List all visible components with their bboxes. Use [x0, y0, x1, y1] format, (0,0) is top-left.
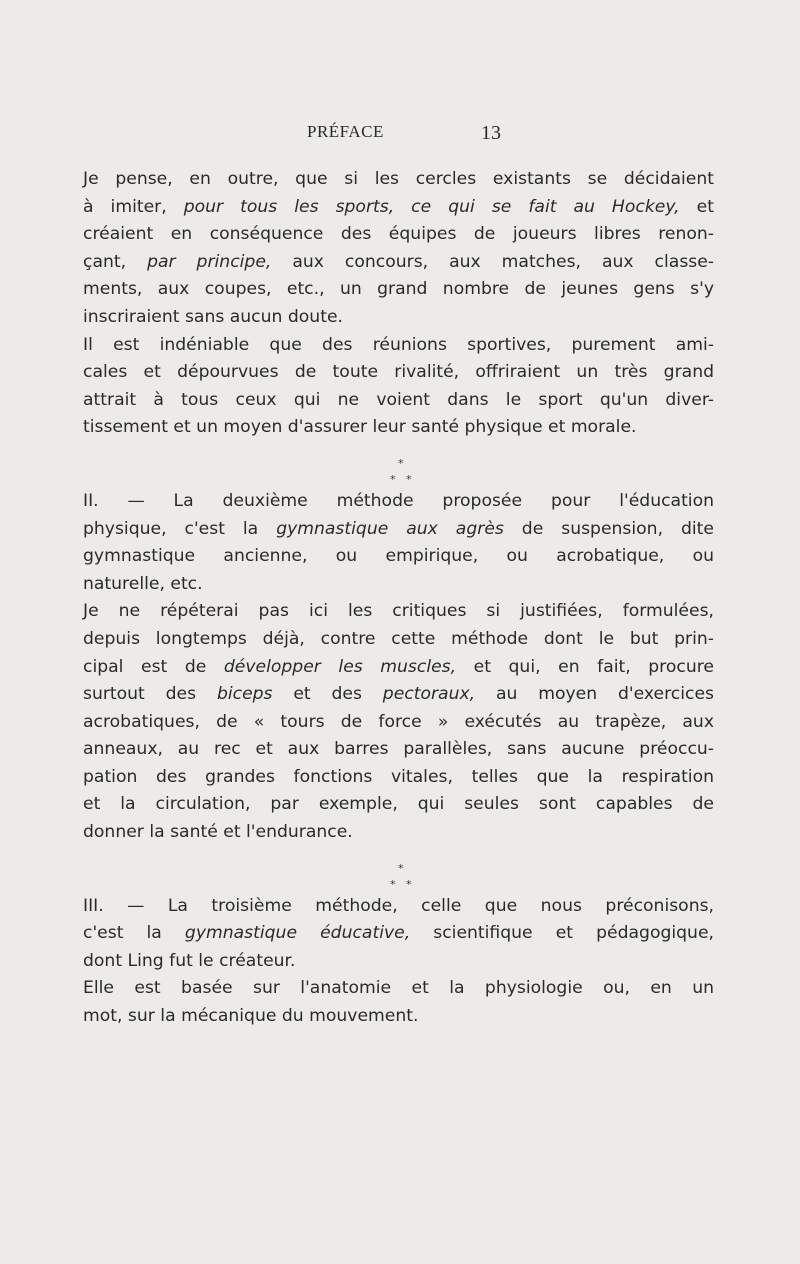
paragraph [83, 332, 714, 442]
text-line: c'est la gymnastique éducative, scientifique et pédagogique, [83, 923, 714, 944]
paragraph [83, 166, 714, 332]
text-line: cipal est de développer les muscles, et qui, en fait, procure [83, 656, 714, 677]
text-line: II. — La deuxième méthode proposée pour l'éducation [83, 490, 714, 511]
italic-phrase: gymnastique aux agrès [276, 518, 504, 539]
text-line: Il est indéniable que des réunions sportives, purement ami- [83, 334, 714, 355]
asterism-star: * [390, 877, 396, 891]
page-number: 13 [481, 122, 501, 144]
body-text [83, 166, 714, 1031]
asterism-star: * [398, 456, 404, 470]
text-line: tissement et un moyen d'assurer leur santé physique et morale. [83, 417, 637, 438]
paragraph [83, 598, 714, 846]
text-line: ments, aux coupes, etc., un grand nombre de jeunes gens s'y [83, 279, 714, 300]
asterism-star: * [406, 472, 412, 486]
text-line: Elle est basée sur l'anatomie et la physiologie ou, en un [83, 978, 714, 999]
paragraph [83, 488, 714, 598]
text-line: III. — La troisième méthode, celle que nous préconisons, [83, 895, 714, 916]
text-line: à imiter, pour tous les sports, ce qui se fait au Hockey, et [83, 196, 714, 217]
paragraph [83, 893, 714, 976]
asterism-star: * [390, 472, 396, 486]
text-line: donner la santé et l'endurance. [83, 822, 353, 843]
text-line: inscriraient sans aucun doute. [83, 306, 343, 327]
asterism-star: * [406, 877, 412, 891]
text-line: dont Ling fut le créateur. [83, 950, 296, 971]
text-line: anneaux, au rec et aux barres parallèles, sans aucune préoccu- [83, 739, 714, 760]
text-line: pation des grandes fonctions vitales, telles que la respiration [83, 766, 714, 787]
text-line: surtout des biceps et des pectoraux, au moyen d'exercices [83, 684, 714, 705]
text-line: attrait à tous ceux qui ne voient dans le sport qu'un diver- [83, 389, 714, 410]
section-separator [83, 442, 714, 488]
text-line: physique, c'est la gymnastique aux agrès de suspension, dite [83, 518, 714, 539]
italic-phrase: gymnastique éducative, [184, 923, 411, 944]
italic-phrase: pectoraux, [382, 684, 476, 705]
text-line: naturelle, etc. [83, 573, 203, 594]
text-line: mot, sur la mécanique du mouvement. [83, 1006, 419, 1027]
italic-phrase: développer les muscles, [223, 656, 457, 677]
running-title: PRÉFACE [307, 122, 384, 141]
text-line: et la circulation, par exemple, qui seules sont capables de [83, 794, 714, 815]
text-line: acrobatiques, de « tours de force » exécutés au trapèze, aux [83, 711, 714, 732]
page-header [0, 122, 800, 146]
text-line: créaient en conséquence des équipes de joueurs libres renon- [83, 224, 714, 245]
italic-phrase: biceps [216, 684, 273, 705]
asterism-star: * [398, 861, 404, 875]
text-line: çant, par principe, aux concours, aux matches, aux classe- [83, 251, 714, 272]
text-line: gymnastique ancienne, ou empirique, ou acrobatique, ou [83, 546, 714, 567]
italic-phrase: pour tous les sports, ce qui se fait au Hockey, [183, 196, 680, 217]
text-line: Je pense, en outre, que si les cercles existants se décidaient [83, 169, 714, 189]
text-line: cales et dépourvues de toute rivalité, offriraient un très grand [83, 362, 714, 383]
italic-phrase: par principe, [147, 251, 272, 272]
text-line: depuis longtemps déjà, contre cette méthode dont le but prin- [83, 628, 714, 649]
text-line: Je ne répéterai pas ici les critiques si justifiées, formulées, [83, 601, 714, 622]
paragraph [83, 975, 714, 1030]
section-separator [83, 847, 714, 893]
